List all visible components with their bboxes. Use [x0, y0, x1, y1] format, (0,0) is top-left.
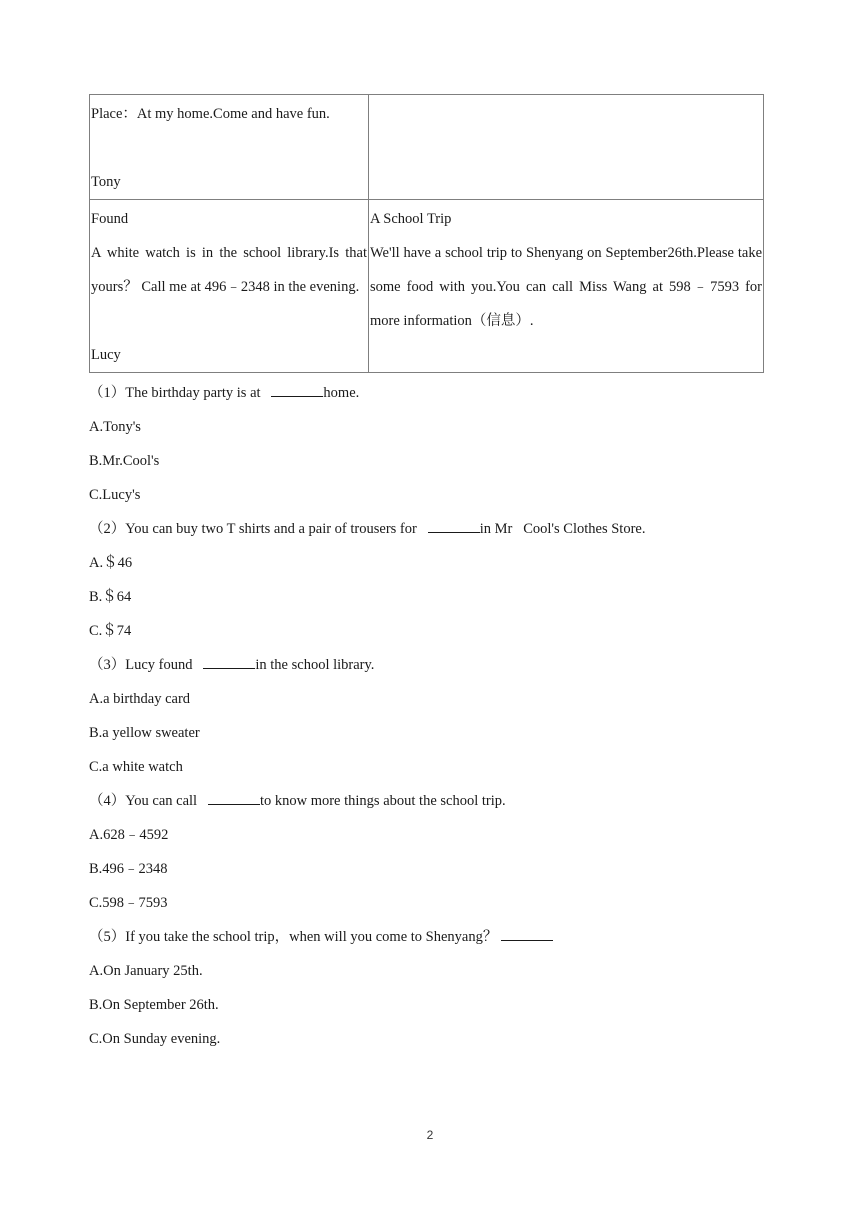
option-b: B.a yellow sweater [89, 725, 200, 741]
answer-blank [501, 926, 553, 941]
option-a: A.＄46 [89, 555, 133, 571]
option-b: B.On September 26th. [89, 997, 219, 1013]
question-text: （1）The birthday party is at [89, 385, 272, 401]
table-row [90, 95, 764, 200]
party-notice-cell [90, 95, 369, 200]
option-c: C.a white watch [89, 759, 183, 775]
question-2 [89, 512, 765, 648]
answer-blank [271, 382, 323, 397]
spacer [91, 304, 367, 338]
question-stem [89, 920, 765, 954]
found-body: A white watch is in the school library.Is that yours？ Call me at 496﹣2348 in the evening. [91, 245, 367, 295]
table-row [90, 200, 764, 373]
question-text: （2）You can buy two T shirts and a pair of trousers for [89, 521, 428, 537]
question-text-end: to know more things about the school trip. [259, 793, 506, 809]
party-signature: Tony [91, 174, 121, 190]
option-c: C.Lucy's [89, 487, 141, 503]
question-stem [89, 376, 765, 410]
questions [89, 376, 765, 1056]
party-place-text: Place：At my home.Come and have fun. [91, 106, 330, 122]
question-text-end: in Mr Cool's Clothes Store. [479, 521, 646, 537]
spacer [91, 131, 367, 165]
question-stem [89, 784, 765, 818]
question-text: （4）You can call [89, 793, 208, 809]
question-text: （3）Lucy found [89, 657, 204, 673]
option-c: C.＄74 [89, 623, 132, 639]
answer-blank [203, 654, 255, 669]
notices-table [89, 94, 764, 373]
option-b: B.＄64 [89, 589, 132, 605]
question-text-end: home. [323, 385, 360, 401]
option-a: A.On January 25th. [89, 963, 203, 979]
school-trip-body: We'll have a school trip to Shenyang on September26th.Please take some food with you.You can call Miss Wang at 598﹣7593 for more information（信息）. [370, 245, 762, 329]
option-a: A.628﹣4592 [89, 827, 169, 843]
answer-blank [208, 790, 260, 805]
question-5 [89, 920, 765, 1056]
question-text: （5）If you take the school trip，when will you come to Shenyang？ [89, 929, 501, 945]
question-1 [89, 376, 765, 512]
option-b: B.Mr.Cool's [89, 453, 160, 469]
answer-blank [428, 518, 480, 533]
option-a: A.Tony's [89, 419, 141, 435]
option-c: C.598﹣7593 [89, 895, 168, 911]
question-text-end: in the school library. [255, 657, 375, 673]
option-b: B.496﹣2348 [89, 861, 168, 877]
question-4 [89, 784, 765, 920]
question-3 [89, 648, 765, 784]
page-number: 2 [426, 1128, 434, 1142]
question-stem [89, 512, 765, 546]
school-trip-notice-cell [369, 200, 764, 373]
page-content [89, 94, 765, 1056]
found-notice-cell [90, 200, 369, 373]
school-trip-title: A School Trip [370, 211, 452, 227]
empty-cell [369, 95, 764, 200]
found-signature: Lucy [91, 347, 121, 363]
option-c: C.On Sunday evening. [89, 1031, 221, 1047]
option-a: A.a birthday card [89, 691, 191, 707]
found-title: Found [91, 211, 129, 227]
question-stem [89, 648, 765, 682]
